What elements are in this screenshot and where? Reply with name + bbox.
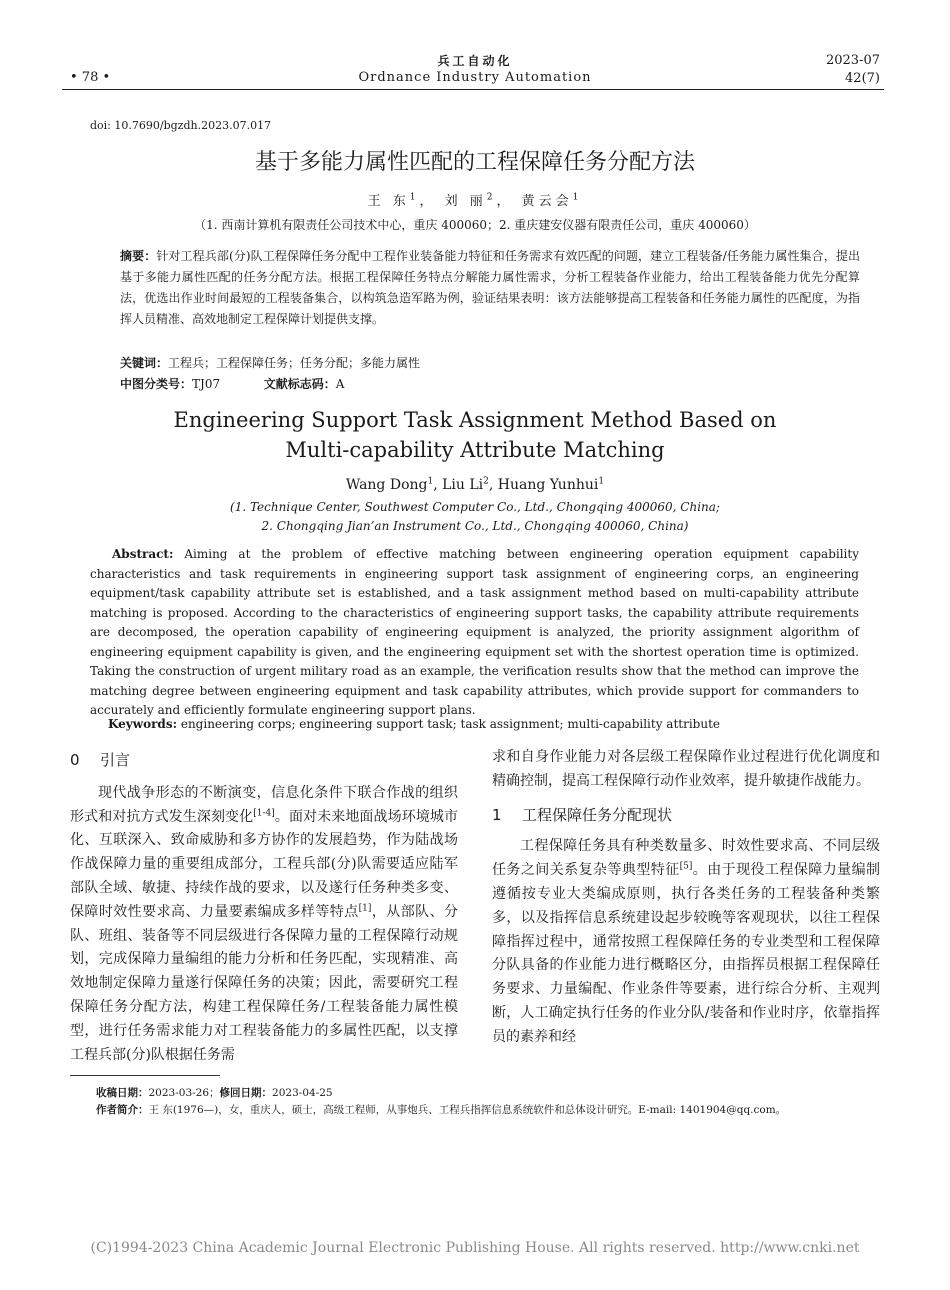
keywords-cn-label: 关键词： [120, 356, 169, 370]
keywords-cn [120, 354, 420, 371]
citation: [5] [679, 861, 693, 872]
keywords-en-label: Keywords: [108, 717, 178, 731]
abstract-cn [120, 246, 860, 330]
doc-code-label: 文献标志码： [263, 377, 336, 391]
title-en-line1: Engineering Support Task Assignment Method Based on [173, 408, 777, 432]
authors-en: Wang Dong$^1$, Liu Li$^2$, Huang Yunhui$^1$ [345, 476, 605, 493]
keywords-cn-text: 工程兵；工程保障任务；任务分配；多能力属性 [168, 356, 421, 370]
doi: doi: 10.7690/bgzdh.2023.07.017 [90, 119, 272, 132]
section-0-heading [70, 749, 458, 773]
abstract-cn-text: 针对工程兵部(分)队工程保障任务分配中工程作业装备能力特征和任务需求有效匹配的问题，建立工程装备/任务能力属性集合，提出基于多能力属性匹配的任务分配方法。根据工程保障任务特点分解能力属性需求，分析工程装备作业能力，给出工程装备能力优先分配算法，优选出作业时间最短的工程装备集合，以构筑急造军路为例，验证结果表明：该方法能够提高工程装备和任务能力属性的匹配度，为指挥人员精准、高效地制定工程保障计划提供支撑。 [120, 249, 860, 326]
affiliation-en-line1: (1. Technique Center, Southwest Computer Co., Ltd., Chongqing 400060, China; [230, 500, 720, 514]
classification-cn [120, 375, 344, 392]
affiliations-en [0, 498, 950, 536]
paragraph: 现代战争形态的不断演变，信息化条件下联合作战的组织形式和对抗方式发生深刻变化[1-4]。面对未来地面战场环境城市化、互联深入、致命威胁和多方协作的发展趋势，作为陆战场作战保障力量的重要组成部分，工程兵部(分)队需要适应陆军部队全域、敏捷、持续作战的要求，以及遂行任务种类多变、保障时效性要求高、力量要素编成多样等特点[1]，从部队、分队、班组、装备等不同层级进行各保障力量的工程保障行动规划，完成保障力量编组的能力分析和任务匹配，实现精准、高效地制定保障力量遂行保障任务的决策；因此，需要研究工程保障任务分配方法，构建工程保障任务/工程装备能力属性模型，进行任务需求能力对工程装备能力的多属性匹配，以支撑工程兵部(分)队根据任务需 [70, 784, 459, 1063]
author-cn: 刘 丽 [444, 194, 487, 209]
citation: [1-4] [253, 807, 275, 818]
footnote-rule [70, 1075, 220, 1076]
section-1-number: 1 [492, 805, 502, 824]
affiliation-en-line2: 2. Chongqing Jian’an Instrument Co., Ltd., Chongqing 400060, China) [261, 519, 689, 533]
title-en-line2: Multi-capability Attribute Matching [285, 438, 665, 462]
doc-code-value: A [335, 377, 345, 391]
author-sup: 2 [483, 476, 489, 487]
abstract-en-label: Abstract: [112, 547, 174, 561]
abstract-en-text: Aiming at the problem of effective matching between engineering operation equipment capability characteristics and task requirements in engineering support task assignment of engineering corps, an engineering equipment/task capability attribute set is established, and a task assignment method based on multi-capability attribute matching is proposed. According to the characteristics of engineering support tasks, the capability attribute requirements are decomposed, the operation capability of engineering equipment is analyzed, the priority assignment algorithm of engineering equipment capability is given, and the engineering equipment set with the shortest operation time is optimized. Taking the construction of urgent military road as an example, the verification results show that the method can improve the matching degree between engineering equipment and task capability attributes, which provide support for commanders to accurately and efficiently formulate engineering support plans. [90, 547, 859, 717]
citation: [1] [358, 903, 372, 914]
section-0-title: 引言 [100, 751, 131, 769]
copyright-footer: (C)1994-2023 China Academic Journal Electronic Publishing House. All rights reserved. http://www.cnki.net [90, 1240, 860, 1256]
abstract-cn-label: 摘要： [120, 249, 157, 263]
keywords-en [108, 717, 720, 731]
title-en [0, 405, 950, 465]
author-sup: 1 [572, 192, 583, 203]
author-cn: 王 东 [367, 194, 410, 209]
author-en: Huang Yunhui [497, 477, 599, 493]
author-en: Liu Li [442, 477, 484, 493]
author-sup: 1 [427, 476, 434, 487]
section-1-heading [492, 804, 880, 828]
paragraph: 工程保障任务具有种类数量多、时效性要求高、不同层级任务之间关系复杂等典型特征[5]。由于现役工程保障力量编制遵循按专业大类编成原则，执行各类任务的工程装备种类繁多，以及指挥信息系统建设起步较晚等客观现状，以往工程保障指挥过程中，通常按照工程保障任务的专业类型和工程保障分队具备的作业能力进行概略区分，由指挥员根据工程保障任务要求、力量编配、作业条件等要素，进行综合分析、主观判断，人工确定执行任务的作业分队/装备和作业时序，依靠指挥员的素养和经 [492, 838, 880, 1045]
paragraph-continued: 求和自身作业能力对各层级工程保障作业过程进行优化调度和精确控制，提高工程保障行动作业效率，提升敏捷作战能力。 [492, 749, 880, 789]
clc-label: 中图分类号： [120, 377, 193, 391]
keywords-en-text: engineering corps; engineering support task; task assignment; multi-capability attribute [180, 717, 721, 731]
section-0-number: 0 [70, 751, 80, 769]
header-rule [62, 89, 884, 90]
journal-name-en: Ordnance Industry Automation [358, 70, 592, 85]
page-number: • 78 • [70, 70, 111, 85]
author-en: Wang Dong [345, 477, 428, 493]
author-sup: 2 [486, 192, 497, 203]
body-left-column [70, 751, 459, 1067]
author-cn: 黄云会 [521, 194, 573, 209]
issue-info [826, 52, 880, 88]
affiliations-cn: （1. 西南计算机有限责任公司技术中心，重庆 400060；2. 重庆建安仪器有限责任公司，重庆 400060） [194, 218, 756, 232]
title-cn: 基于多能力属性匹配的工程保障任务分配方法 [254, 150, 695, 175]
section-1-title: 工程保障任务分配现状 [522, 805, 673, 824]
footnote-author: 作者简介：王 东(1976—)，女，重庆人，硕士，高级工程师，从事炮兵、工程兵指挥信息系统软件和总体设计研究。E-mail: 1401904@qq.com。 [96, 1104, 787, 1116]
abstract-en [90, 545, 859, 721]
footnote-dates: 收稿日期：2023-03-26；修回日期：2023-04-25 [96, 1087, 333, 1099]
clc-value: TJ07 [192, 377, 221, 391]
issue-date: 2023-07 [825, 53, 880, 68]
authors-cn: 王 东$^1$， 刘 丽$^2$， 黄云会$^1$ [367, 192, 583, 209]
issue-volume: 42(7) [845, 71, 880, 86]
author-sup: 1 [409, 192, 420, 203]
journal-name-cn: 兵工自动化 [437, 54, 513, 68]
body-right-column [492, 746, 880, 1050]
author-sup: 1 [598, 476, 605, 487]
